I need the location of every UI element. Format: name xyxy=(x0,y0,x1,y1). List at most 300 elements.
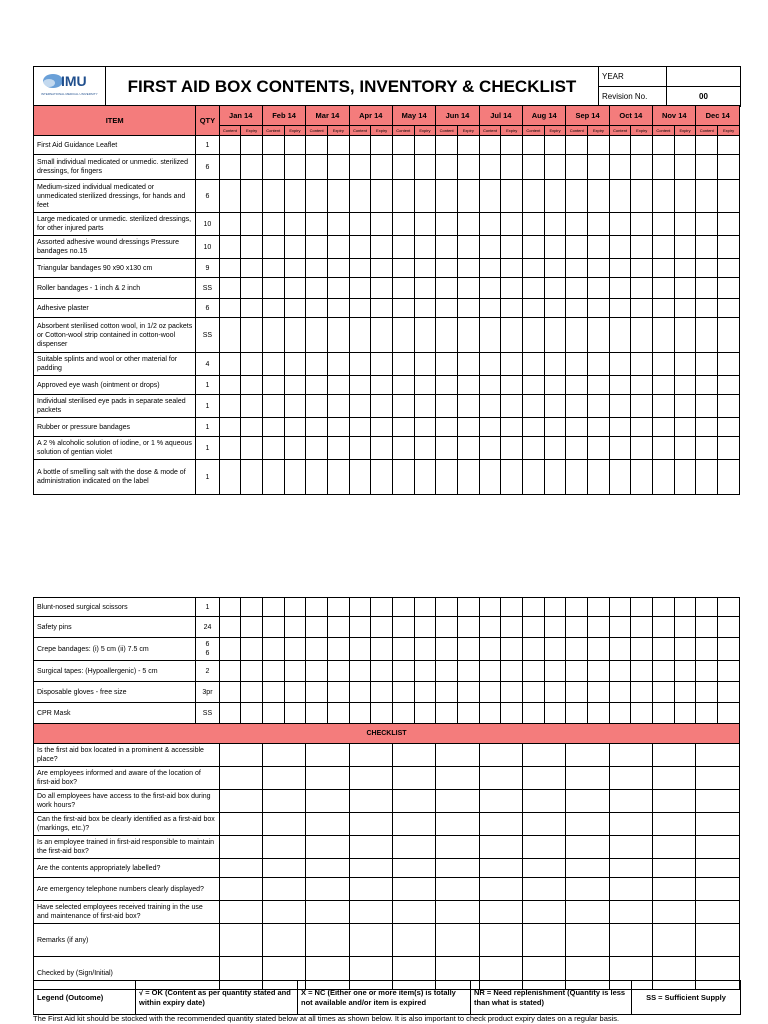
check-cell[interactable] xyxy=(392,418,414,437)
check-cell[interactable] xyxy=(501,299,523,318)
check-cell[interactable] xyxy=(501,236,523,259)
check-cell[interactable] xyxy=(631,638,653,661)
check-cell[interactable] xyxy=(436,236,458,259)
check-cell[interactable] xyxy=(349,259,371,278)
check-cell[interactable] xyxy=(371,136,393,155)
check-cell[interactable] xyxy=(653,437,675,460)
check-cell[interactable] xyxy=(479,180,501,213)
check-cell[interactable] xyxy=(457,278,479,299)
checklist-cell[interactable] xyxy=(566,767,609,790)
checklist-cell[interactable] xyxy=(566,901,609,924)
check-cell[interactable] xyxy=(674,703,696,724)
check-cell[interactable] xyxy=(653,155,675,180)
check-cell[interactable] xyxy=(262,598,284,617)
checklist-cell[interactable] xyxy=(566,790,609,813)
checklist-cell[interactable] xyxy=(609,836,652,859)
check-cell[interactable] xyxy=(241,278,263,299)
check-cell[interactable] xyxy=(306,703,328,724)
checklist-cell[interactable] xyxy=(219,767,262,790)
check-cell[interactable] xyxy=(349,376,371,395)
check-cell[interactable] xyxy=(306,236,328,259)
check-cell[interactable] xyxy=(544,437,566,460)
checklist-cell[interactable] xyxy=(262,767,305,790)
checklist-cell[interactable] xyxy=(522,859,565,878)
check-cell[interactable] xyxy=(457,299,479,318)
check-cell[interactable] xyxy=(414,437,436,460)
checklist-cell[interactable] xyxy=(306,901,349,924)
check-cell[interactable] xyxy=(588,376,610,395)
check-cell[interactable] xyxy=(371,617,393,638)
check-cell[interactable] xyxy=(609,617,631,638)
check-cell[interactable] xyxy=(327,353,349,376)
check-cell[interactable] xyxy=(262,236,284,259)
checklist-cell[interactable] xyxy=(696,878,740,901)
checklist-cell[interactable] xyxy=(653,859,696,878)
checklist-cell[interactable] xyxy=(349,901,392,924)
checklist-cell[interactable] xyxy=(392,878,435,901)
check-cell[interactable] xyxy=(631,155,653,180)
check-cell[interactable] xyxy=(588,318,610,353)
check-cell[interactable] xyxy=(241,460,263,495)
checklist-cell[interactable] xyxy=(522,744,565,767)
check-cell[interactable] xyxy=(479,353,501,376)
check-cell[interactable] xyxy=(371,376,393,395)
sign-cell[interactable] xyxy=(436,924,479,957)
check-cell[interactable] xyxy=(609,180,631,213)
checklist-cell[interactable] xyxy=(262,901,305,924)
check-cell[interactable] xyxy=(327,395,349,418)
check-cell[interactable] xyxy=(587,682,609,703)
check-cell[interactable] xyxy=(392,155,414,180)
check-cell[interactable] xyxy=(674,376,696,395)
check-cell[interactable] xyxy=(284,617,306,638)
check-cell[interactable] xyxy=(306,598,328,617)
check-cell[interactable] xyxy=(457,236,479,259)
checklist-cell[interactable] xyxy=(566,878,609,901)
check-cell[interactable] xyxy=(327,213,349,236)
check-cell[interactable] xyxy=(696,638,718,661)
check-cell[interactable] xyxy=(457,395,479,418)
check-cell[interactable] xyxy=(327,460,349,495)
check-cell[interactable] xyxy=(262,353,284,376)
check-cell[interactable] xyxy=(674,318,696,353)
check-cell[interactable] xyxy=(566,376,588,395)
check-cell[interactable] xyxy=(674,682,696,703)
check-cell[interactable] xyxy=(587,703,609,724)
checklist-cell[interactable] xyxy=(392,767,435,790)
check-cell[interactable] xyxy=(436,598,458,617)
check-cell[interactable] xyxy=(219,318,241,353)
check-cell[interactable] xyxy=(306,136,328,155)
check-cell[interactable] xyxy=(219,299,241,318)
check-cell[interactable] xyxy=(306,682,328,703)
check-cell[interactable] xyxy=(327,180,349,213)
check-cell[interactable] xyxy=(457,155,479,180)
check-cell[interactable] xyxy=(219,353,241,376)
check-cell[interactable] xyxy=(306,318,328,353)
check-cell[interactable] xyxy=(457,353,479,376)
check-cell[interactable] xyxy=(262,682,284,703)
check-cell[interactable] xyxy=(653,617,675,638)
check-cell[interactable] xyxy=(219,136,241,155)
check-cell[interactable] xyxy=(349,598,371,617)
check-cell[interactable] xyxy=(457,598,479,617)
check-cell[interactable] xyxy=(523,155,545,180)
check-cell[interactable] xyxy=(718,598,740,617)
check-cell[interactable] xyxy=(262,299,284,318)
checklist-cell[interactable] xyxy=(653,813,696,836)
check-cell[interactable] xyxy=(718,437,740,460)
check-cell[interactable] xyxy=(371,213,393,236)
checklist-cell[interactable] xyxy=(349,836,392,859)
checklist-cell[interactable] xyxy=(696,836,740,859)
checklist-cell[interactable] xyxy=(522,878,565,901)
check-cell[interactable] xyxy=(327,278,349,299)
check-cell[interactable] xyxy=(523,460,545,495)
check-cell[interactable] xyxy=(436,460,458,495)
checklist-cell[interactable] xyxy=(609,813,652,836)
check-cell[interactable] xyxy=(371,682,393,703)
checklist-cell[interactable] xyxy=(522,813,565,836)
check-cell[interactable] xyxy=(653,661,675,682)
checklist-cell[interactable] xyxy=(306,744,349,767)
check-cell[interactable] xyxy=(523,299,545,318)
check-cell[interactable] xyxy=(696,395,718,418)
check-cell[interactable] xyxy=(479,617,501,638)
check-cell[interactable] xyxy=(284,180,306,213)
check-cell[interactable] xyxy=(479,376,501,395)
check-cell[interactable] xyxy=(588,395,610,418)
check-cell[interactable] xyxy=(457,318,479,353)
check-cell[interactable] xyxy=(587,617,609,638)
check-cell[interactable] xyxy=(436,318,458,353)
check-cell[interactable] xyxy=(414,460,436,495)
check-cell[interactable] xyxy=(479,318,501,353)
check-cell[interactable] xyxy=(349,180,371,213)
check-cell[interactable] xyxy=(457,136,479,155)
check-cell[interactable] xyxy=(436,661,458,682)
check-cell[interactable] xyxy=(349,213,371,236)
check-cell[interactable] xyxy=(696,213,718,236)
check-cell[interactable] xyxy=(414,395,436,418)
check-cell[interactable] xyxy=(566,213,588,236)
check-cell[interactable] xyxy=(284,318,306,353)
check-cell[interactable] xyxy=(457,376,479,395)
check-cell[interactable] xyxy=(544,418,566,437)
checklist-cell[interactable] xyxy=(262,813,305,836)
check-cell[interactable] xyxy=(631,136,653,155)
checklist-cell[interactable] xyxy=(653,767,696,790)
check-cell[interactable] xyxy=(631,418,653,437)
check-cell[interactable] xyxy=(414,682,436,703)
check-cell[interactable] xyxy=(241,236,263,259)
check-cell[interactable] xyxy=(544,136,566,155)
check-cell[interactable] xyxy=(631,299,653,318)
check-cell[interactable] xyxy=(306,617,328,638)
check-cell[interactable] xyxy=(501,180,523,213)
check-cell[interactable] xyxy=(457,617,479,638)
checklist-cell[interactable] xyxy=(219,813,262,836)
sign-cell[interactable] xyxy=(392,924,435,957)
check-cell[interactable] xyxy=(371,418,393,437)
check-cell[interactable] xyxy=(479,395,501,418)
check-cell[interactable] xyxy=(284,395,306,418)
check-cell[interactable] xyxy=(327,299,349,318)
check-cell[interactable] xyxy=(653,136,675,155)
check-cell[interactable] xyxy=(501,638,523,661)
check-cell[interactable] xyxy=(457,661,479,682)
check-cell[interactable] xyxy=(327,418,349,437)
check-cell[interactable] xyxy=(544,236,566,259)
check-cell[interactable] xyxy=(306,213,328,236)
checklist-cell[interactable] xyxy=(306,767,349,790)
check-cell[interactable] xyxy=(501,661,523,682)
check-cell[interactable] xyxy=(371,318,393,353)
check-cell[interactable] xyxy=(566,353,588,376)
check-cell[interactable] xyxy=(284,213,306,236)
check-cell[interactable] xyxy=(566,278,588,299)
check-cell[interactable] xyxy=(241,299,263,318)
check-cell[interactable] xyxy=(501,213,523,236)
check-cell[interactable] xyxy=(609,682,631,703)
check-cell[interactable] xyxy=(284,460,306,495)
checklist-cell[interactable] xyxy=(479,767,522,790)
check-cell[interactable] xyxy=(262,703,284,724)
checklist-cell[interactable] xyxy=(392,836,435,859)
check-cell[interactable] xyxy=(306,180,328,213)
check-cell[interactable] xyxy=(696,136,718,155)
check-cell[interactable] xyxy=(674,259,696,278)
checklist-cell[interactable] xyxy=(262,859,305,878)
check-cell[interactable] xyxy=(588,353,610,376)
check-cell[interactable] xyxy=(609,460,631,495)
check-cell[interactable] xyxy=(696,180,718,213)
check-cell[interactable] xyxy=(436,703,458,724)
check-cell[interactable] xyxy=(718,460,740,495)
check-cell[interactable] xyxy=(392,598,414,617)
check-cell[interactable] xyxy=(436,376,458,395)
check-cell[interactable] xyxy=(566,418,588,437)
check-cell[interactable] xyxy=(523,418,545,437)
check-cell[interactable] xyxy=(414,703,436,724)
check-cell[interactable] xyxy=(436,395,458,418)
check-cell[interactable] xyxy=(241,617,263,638)
check-cell[interactable] xyxy=(284,598,306,617)
checklist-cell[interactable] xyxy=(566,744,609,767)
check-cell[interactable] xyxy=(674,155,696,180)
check-cell[interactable] xyxy=(392,259,414,278)
check-cell[interactable] xyxy=(501,353,523,376)
check-cell[interactable] xyxy=(436,353,458,376)
checklist-cell[interactable] xyxy=(349,878,392,901)
check-cell[interactable] xyxy=(609,376,631,395)
check-cell[interactable] xyxy=(631,213,653,236)
check-cell[interactable] xyxy=(262,395,284,418)
sign-cell[interactable] xyxy=(609,924,652,957)
sign-cell[interactable] xyxy=(522,924,565,957)
check-cell[interactable] xyxy=(414,318,436,353)
check-cell[interactable] xyxy=(588,236,610,259)
check-cell[interactable] xyxy=(392,638,414,661)
check-cell[interactable] xyxy=(631,376,653,395)
check-cell[interactable] xyxy=(609,353,631,376)
check-cell[interactable] xyxy=(327,598,349,617)
check-cell[interactable] xyxy=(241,598,263,617)
checklist-cell[interactable] xyxy=(566,836,609,859)
check-cell[interactable] xyxy=(653,703,675,724)
check-cell[interactable] xyxy=(262,155,284,180)
check-cell[interactable] xyxy=(414,236,436,259)
check-cell[interactable] xyxy=(219,661,241,682)
check-cell[interactable] xyxy=(522,617,544,638)
check-cell[interactable] xyxy=(262,213,284,236)
checklist-cell[interactable] xyxy=(306,813,349,836)
check-cell[interactable] xyxy=(241,418,263,437)
check-cell[interactable] xyxy=(653,395,675,418)
checklist-cell[interactable] xyxy=(349,744,392,767)
sign-cell[interactable] xyxy=(696,924,740,957)
check-cell[interactable] xyxy=(609,395,631,418)
check-cell[interactable] xyxy=(523,353,545,376)
check-cell[interactable] xyxy=(718,318,740,353)
check-cell[interactable] xyxy=(566,259,588,278)
check-cell[interactable] xyxy=(219,278,241,299)
check-cell[interactable] xyxy=(587,638,609,661)
check-cell[interactable] xyxy=(349,682,371,703)
check-cell[interactable] xyxy=(566,155,588,180)
check-cell[interactable] xyxy=(392,395,414,418)
check-cell[interactable] xyxy=(414,617,436,638)
check-cell[interactable] xyxy=(523,278,545,299)
check-cell[interactable] xyxy=(457,682,479,703)
check-cell[interactable] xyxy=(436,213,458,236)
check-cell[interactable] xyxy=(631,259,653,278)
check-cell[interactable] xyxy=(566,661,588,682)
check-cell[interactable] xyxy=(674,598,696,617)
checklist-cell[interactable] xyxy=(392,790,435,813)
check-cell[interactable] xyxy=(696,598,718,617)
check-cell[interactable] xyxy=(479,278,501,299)
check-cell[interactable] xyxy=(392,318,414,353)
check-cell[interactable] xyxy=(718,638,740,661)
check-cell[interactable] xyxy=(566,299,588,318)
check-cell[interactable] xyxy=(544,180,566,213)
check-cell[interactable] xyxy=(653,460,675,495)
check-cell[interactable] xyxy=(653,259,675,278)
check-cell[interactable] xyxy=(653,638,675,661)
check-cell[interactable] xyxy=(392,278,414,299)
check-cell[interactable] xyxy=(588,213,610,236)
check-cell[interactable] xyxy=(392,353,414,376)
checklist-cell[interactable] xyxy=(566,813,609,836)
check-cell[interactable] xyxy=(631,395,653,418)
check-cell[interactable] xyxy=(653,598,675,617)
check-cell[interactable] xyxy=(544,318,566,353)
check-cell[interactable] xyxy=(609,299,631,318)
check-cell[interactable] xyxy=(371,598,393,617)
check-cell[interactable] xyxy=(696,703,718,724)
check-cell[interactable] xyxy=(327,318,349,353)
check-cell[interactable] xyxy=(371,437,393,460)
check-cell[interactable] xyxy=(501,437,523,460)
check-cell[interactable] xyxy=(284,136,306,155)
check-cell[interactable] xyxy=(306,353,328,376)
check-cell[interactable] xyxy=(501,598,523,617)
check-cell[interactable] xyxy=(219,682,241,703)
check-cell[interactable] xyxy=(479,682,501,703)
checklist-cell[interactable] xyxy=(479,901,522,924)
checklist-cell[interactable] xyxy=(436,813,479,836)
check-cell[interactable] xyxy=(436,418,458,437)
check-cell[interactable] xyxy=(674,460,696,495)
checklist-cell[interactable] xyxy=(479,836,522,859)
check-cell[interactable] xyxy=(306,418,328,437)
check-cell[interactable] xyxy=(219,376,241,395)
checklist-cell[interactable] xyxy=(436,859,479,878)
check-cell[interactable] xyxy=(631,236,653,259)
check-cell[interactable] xyxy=(392,661,414,682)
check-cell[interactable] xyxy=(327,437,349,460)
check-cell[interactable] xyxy=(544,213,566,236)
checklist-cell[interactable] xyxy=(262,790,305,813)
check-cell[interactable] xyxy=(544,460,566,495)
checklist-cell[interactable] xyxy=(609,790,652,813)
check-cell[interactable] xyxy=(544,395,566,418)
check-cell[interactable] xyxy=(653,213,675,236)
check-cell[interactable] xyxy=(414,353,436,376)
checklist-cell[interactable] xyxy=(696,813,740,836)
check-cell[interactable] xyxy=(479,136,501,155)
check-cell[interactable] xyxy=(392,299,414,318)
check-cell[interactable] xyxy=(436,437,458,460)
check-cell[interactable] xyxy=(414,155,436,180)
check-cell[interactable] xyxy=(696,278,718,299)
check-cell[interactable] xyxy=(241,213,263,236)
check-cell[interactable] xyxy=(501,617,523,638)
check-cell[interactable] xyxy=(523,318,545,353)
check-cell[interactable] xyxy=(371,180,393,213)
check-cell[interactable] xyxy=(479,460,501,495)
check-cell[interactable] xyxy=(522,682,544,703)
check-cell[interactable] xyxy=(392,213,414,236)
check-cell[interactable] xyxy=(241,180,263,213)
sign-cell[interactable] xyxy=(653,924,696,957)
checklist-cell[interactable] xyxy=(653,878,696,901)
checklist-cell[interactable] xyxy=(349,790,392,813)
check-cell[interactable] xyxy=(457,213,479,236)
check-cell[interactable] xyxy=(262,460,284,495)
check-cell[interactable] xyxy=(653,418,675,437)
check-cell[interactable] xyxy=(479,598,501,617)
check-cell[interactable] xyxy=(544,353,566,376)
check-cell[interactable] xyxy=(653,353,675,376)
check-cell[interactable] xyxy=(501,703,523,724)
check-cell[interactable] xyxy=(718,278,740,299)
sign-cell[interactable] xyxy=(262,924,305,957)
check-cell[interactable] xyxy=(327,376,349,395)
check-cell[interactable] xyxy=(284,353,306,376)
check-cell[interactable] xyxy=(306,299,328,318)
check-cell[interactable] xyxy=(414,136,436,155)
checklist-cell[interactable] xyxy=(609,744,652,767)
check-cell[interactable] xyxy=(479,259,501,278)
check-cell[interactable] xyxy=(566,318,588,353)
checklist-cell[interactable] xyxy=(262,836,305,859)
check-cell[interactable] xyxy=(284,259,306,278)
check-cell[interactable] xyxy=(566,460,588,495)
check-cell[interactable] xyxy=(284,299,306,318)
check-cell[interactable] xyxy=(718,395,740,418)
